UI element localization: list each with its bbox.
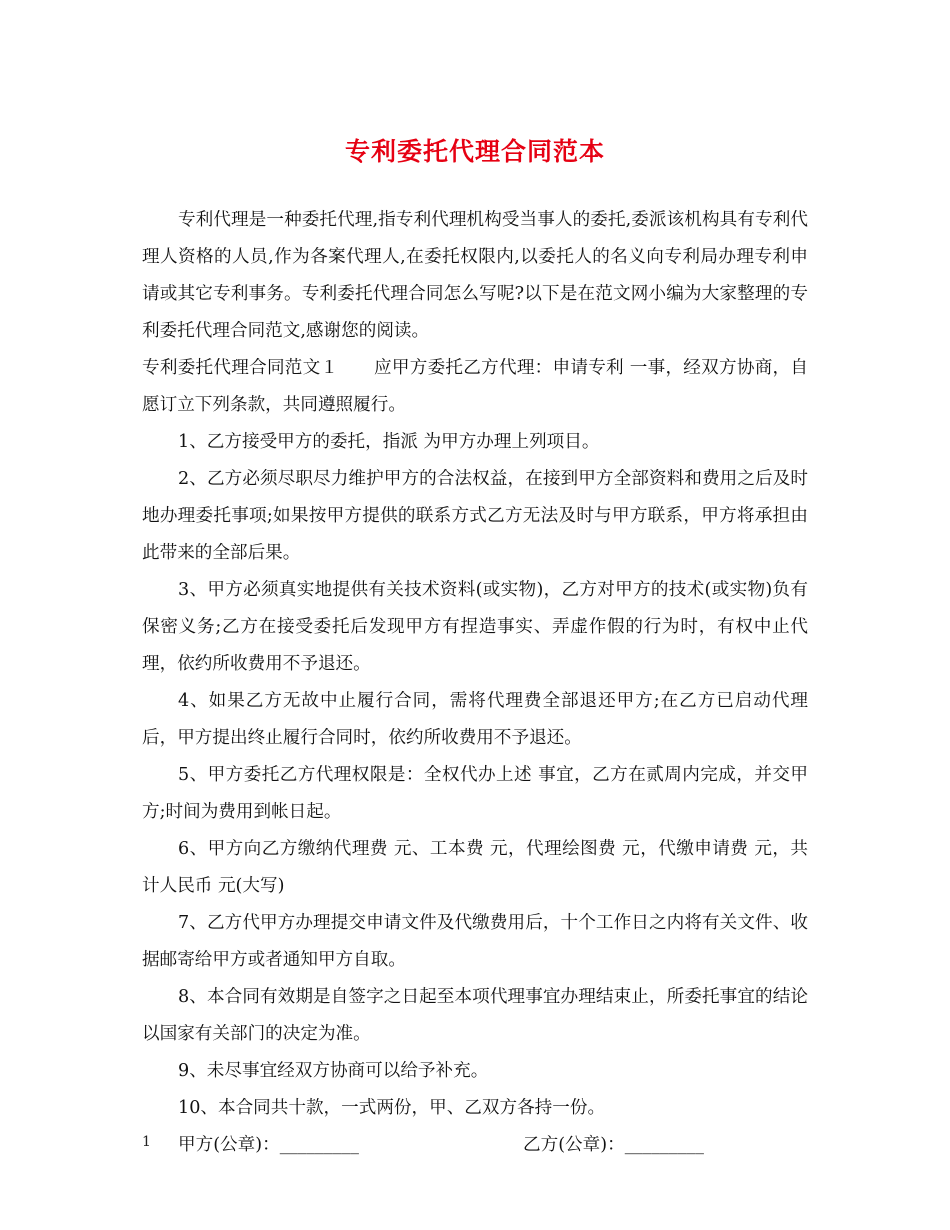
- clause-8: 8、本合同有效期是自签字之日起至本项代理事宜办理结束止，所委托事宜的结论以国家有关部门的决定为准。: [142, 987, 808, 1044]
- intro-paragraph: 专利代理是一种委托代理,指专利代理机构受当事人的委托,委派该机构具有专利代理人资格的人员,作为各案代理人,在委托权限内,以委托人的名义向专利局办理专利申请或其它专利事务。专利委托代理合同怎么写呢?以下是在范文网小编为大家整理的专利委托代理合同范文,感谢您的阅读。: [142, 210, 808, 341]
- clause-4: 4、如果乙方无故中止履行合同，需将代理费全部退还甲方;在乙方已启动代理后，甲方提出终止履行合同时，依约所收费用不予退还。: [142, 691, 808, 748]
- clause-1: 1、乙方接受甲方的委托，指派 为甲方办理上列项目。: [178, 432, 600, 452]
- signature-row: [142, 1127, 808, 1164]
- clause-7: 7、乙方代甲方办理提交申请文件及代缴费用后，十个工作日之内将有关文件、收据邮寄给甲方或者通知甲方自取。: [142, 913, 808, 970]
- clause-9: 9、未尽事宜经双方协商可以给予补充。: [178, 1061, 489, 1081]
- document-title: 专利委托代理合同范本: [344, 137, 605, 166]
- page-number: 1: [142, 1134, 151, 1150]
- clause-3: 3、甲方必须真实地提供有关技术资料(或实物)，乙方对甲方的技术(或实物)负有保密义务;乙方在接受委托后发现甲方有捏造事实、弄虚作假的行为时，有权中止代理，依约所收费用不予退还。: [142, 580, 808, 674]
- clause-5: 5、甲方委托乙方代理权限是：全权代办上述 事宜，乙方在贰周内完成，并交甲方;时间为费用到帐日起。: [142, 765, 808, 822]
- party-a-signature: 甲方(公章)：_________: [178, 1135, 359, 1155]
- clause-6: 6、甲方向乙方缴纳代理费 元、工本费 元，代理绘图费 元，代缴申请费 元，共计人民币 元(大写): [142, 839, 808, 896]
- clause-2: 2、乙方必须尽职尽力维护甲方的合法权益，在接到甲方全部资料和费用之后及时地办理委托事项;如果按甲方提供的联系方式乙方无法及时与甲方联系，甲方将承担由此带来的全部后果。: [142, 469, 808, 563]
- party-b-signature: 乙方(公章)：_________: [523, 1135, 704, 1155]
- contract-preamble: 专利委托代理合同范文１ 应甲方委托乙方代理：申请专利 一事，经双方协商，自愿订立下列条款，共同遵照履行。: [142, 358, 808, 415]
- clause-10: 10、本合同共十款，一式两份，甲、乙双方各持一份。: [178, 1098, 606, 1118]
- document-body: [142, 202, 808, 1164]
